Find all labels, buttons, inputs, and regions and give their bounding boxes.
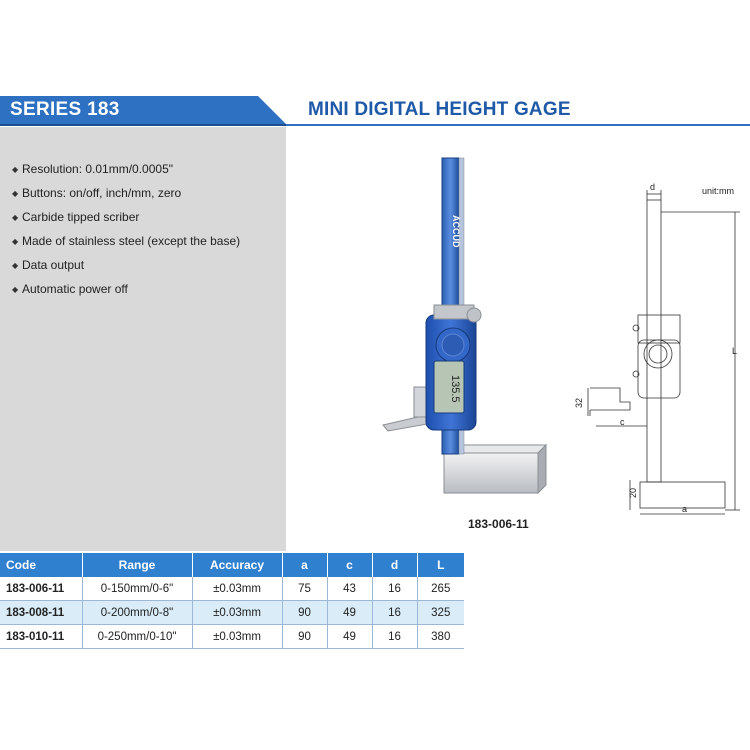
column-header: Range [82,553,192,577]
table-cell: 16 [372,577,417,601]
dim-20-label: 20 [628,487,638,498]
page-title: MINI DIGITAL HEIGHT GAGE [308,99,571,120]
table-header-row [0,553,464,577]
unit-label: unit:mm [702,186,735,196]
diamond-bullet-icon: ◆ [12,285,19,294]
feature-item: ◆ Automatic power off [12,282,128,296]
table-cell: ±0.03mm [192,625,282,649]
table-cell: 90 [282,601,327,625]
column-header: L [417,553,464,577]
diamond-bullet-icon: ◆ [12,261,19,270]
feature-item: ◆ Buttons: on/off, inch/mm, zero [12,186,182,200]
feature-item: ◆ Resolution: 0.01mm/0.0005" [12,162,174,176]
feature-item: ◆ Data output [12,258,85,272]
table-row [0,577,464,601]
table-row [0,601,464,625]
column-header: d [372,553,417,577]
table-cell: 16 [372,601,417,625]
diamond-bullet-icon: ◆ [12,213,19,222]
feature-item: ◆ Carbide tipped scriber [12,210,140,224]
table-row [0,625,464,649]
column-header: Code [0,553,82,577]
spec-table [0,553,464,649]
dim-c-label: c [620,417,625,427]
table-cell: 325 [417,601,464,625]
diamond-bullet-icon: ◆ [12,165,19,174]
table-cell: 380 [417,625,464,649]
dim-d-label: d [650,182,656,192]
table-cell: 183-006-11 [0,577,82,601]
dim-a-label: a [682,504,688,514]
model-label: 183-006-11 [468,517,529,531]
table-cell: 90 [282,625,327,649]
table-cell: 43 [327,577,372,601]
column-header: c [327,553,372,577]
dim-32-label: 32 [574,397,584,408]
table-cell: 0-250mm/0-10" [82,625,192,649]
column-header: Accuracy [192,553,282,577]
product-image [378,155,553,500]
lcd-display: 135.5 [449,375,461,403]
table-cell: ±0.03mm [192,577,282,601]
diamond-bullet-icon: ◆ [12,237,19,246]
table-cell: 16 [372,625,417,649]
series-title: SERIES 183 [10,99,120,120]
header-rule [286,124,750,126]
brand-mark: ACCUD [451,215,461,248]
feature-list [12,161,240,305]
table-cell: 0-150mm/0-6" [82,577,192,601]
table-cell: 0-200mm/0-8" [82,601,192,625]
dim-L-label: L [732,346,738,356]
table-cell: 75 [282,577,327,601]
column-header: a [282,553,327,577]
table-cell: 49 [327,601,372,625]
table-cell: 265 [417,577,464,601]
table-cell: 183-008-11 [0,601,82,625]
table-cell: ±0.03mm [192,601,282,625]
feature-item: ◆ Made of stainless steel (except the base) [12,234,241,248]
diamond-bullet-icon: ◆ [12,189,19,198]
dimension-drawing [570,180,745,520]
table-cell: 183-010-11 [0,625,82,649]
table-cell: 49 [327,625,372,649]
